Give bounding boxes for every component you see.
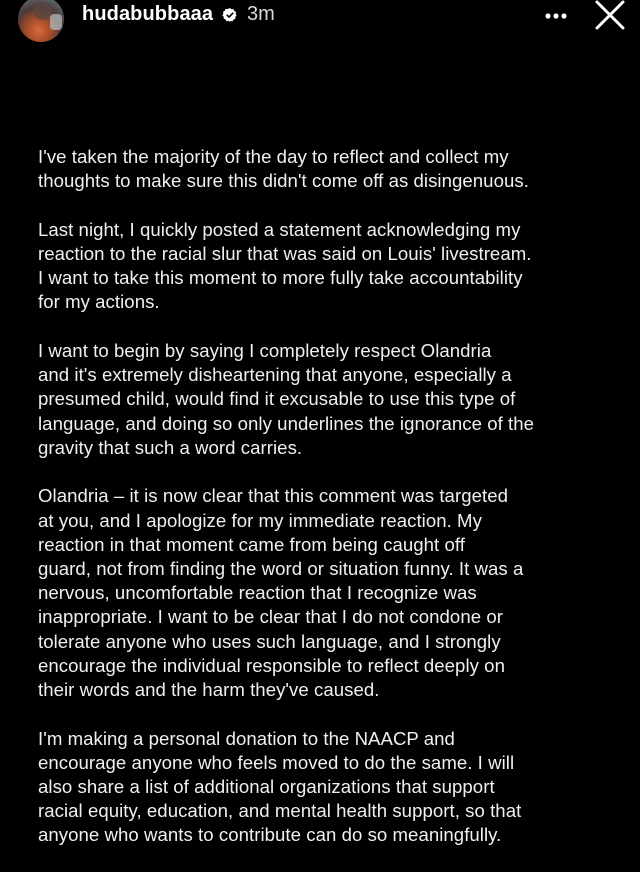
close-icon xyxy=(597,2,623,28)
post-paragraph: I've taken the majority of the day to reflect and collect my thoughts to make sure this didn't come off as disingenuous. xyxy=(38,146,529,192)
post-paragraph: Last night, I quickly posted a statement acknowledging my reaction to the racial slur that was said on Louis' livestream. I want to take this moment to more fully take accountability for my actions. xyxy=(38,218,532,313)
post-paragraph: I want to begin by saying I completely respect Olandria and it's extremely disheartening that anyone, especially a presumed child, would find it excusable to use this type of language, and doing so only underlines the ignorance of the gravity that such a word carries. xyxy=(38,340,535,458)
avatar-photo-background xyxy=(50,14,62,30)
avatar[interactable] xyxy=(18,0,64,42)
close-button[interactable] xyxy=(592,0,628,32)
more-options-button[interactable] xyxy=(538,6,574,26)
post-text-body xyxy=(38,145,618,872)
post-paragraph: Olandria – it is now clear that this comment was targeted at you, and I apologize for my immediate reaction. My reaction in that moment came from being caught off guard, not from finding the word or situation funny. It was a nervous, uncomfortable reaction that I recognize was inappropriate. I want to be clear that I do not condone or tolerate anyone who uses such language, and I strongly encourage the individual responsible to reflect deeply on their words and the harm they've caused. xyxy=(38,485,524,701)
verified-badge-icon xyxy=(222,7,238,23)
more-dot xyxy=(553,13,558,18)
story-header xyxy=(0,0,640,40)
more-dot xyxy=(545,13,550,18)
post-paragraph: I'm making a personal donation to the NAACP and encourage anyone who feels moved to do the same. I will also share a list of additional organizations that support racial equity, education, and mental health support, so that anyone who wants to contribute can do so meaningfully. xyxy=(38,727,522,846)
username-link[interactable]: hudabubbaaa xyxy=(82,3,214,25)
more-dot xyxy=(561,13,566,18)
post-time: 3m xyxy=(247,3,275,25)
